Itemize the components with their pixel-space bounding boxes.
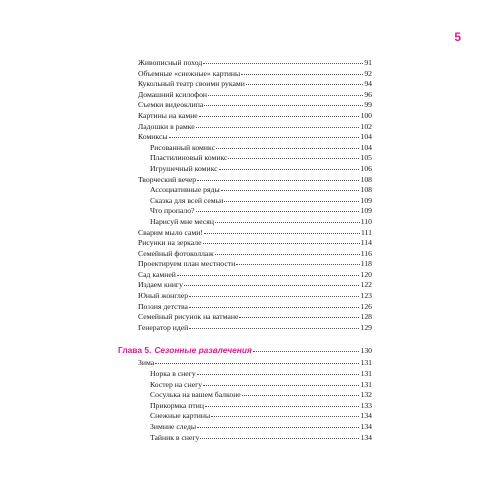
toc-leader [189,296,359,297]
toc-leader [189,328,359,329]
toc-entry-page: 108 [360,185,372,195]
toc-leader [204,233,360,234]
toc-leader [215,254,360,255]
toc-leader [196,127,360,128]
toc-leader [241,74,363,75]
toc-leader [196,211,360,212]
toc-entry[interactable] [118,323,372,334]
toc-leader [197,180,359,181]
toc-entry[interactable] [118,79,372,90]
toc-entry[interactable] [118,358,372,369]
toc-entry-title: Нарисуй мне месяц [150,216,214,226]
toc-leader [224,201,359,202]
toc-entry-page: 134 [360,422,372,431]
toc-entry-title: Поэзия детства [138,301,188,311]
toc-entry-page: 134 [360,411,372,421]
toc-leader [155,363,359,364]
toc-entry[interactable] [118,259,372,270]
toc-leader [236,264,360,265]
toc-entry-title: Что пропало? [150,206,195,216]
toc-leader [211,416,359,417]
toc-entry-title: Снежные картины [150,411,211,421]
toc-entry-title: Зимние следы [150,422,197,431]
toc-entry[interactable] [118,206,372,217]
toc-entry[interactable] [118,401,372,412]
toc-entry-title: Живописный поход [138,58,203,67]
toc-entry-page: 134 [360,432,372,442]
toc-leader [253,351,360,352]
toc-entry-page: 122 [360,280,372,290]
toc-entry-page: 99 [364,100,372,110]
toc-leader [200,438,359,439]
toc-entry[interactable] [118,69,372,80]
toc-entry-title: Костер на снегу [150,379,203,389]
toc-entry[interactable] [118,249,372,260]
toc-entry[interactable] [118,422,372,433]
page-number: 5 [454,30,461,44]
toc-entry[interactable] [118,302,372,313]
toc-entry-title: Зима [138,358,155,368]
toc-entry-page: 123 [360,291,372,301]
toc-entry-title: Прикормка птиц [150,400,204,410]
toc-entry-title: Пластилиновый комикс [150,153,228,163]
toc-entry[interactable] [118,132,372,143]
toc-entry[interactable] [118,217,372,228]
toc-entry-page: 128 [360,312,372,322]
toc-entry-page: 105 [360,153,372,163]
toc-entry-title: Комиксы [138,132,168,142]
toc-leader [197,427,359,428]
toc-entry-title: Творческий вечер [138,174,197,184]
table-of-contents [118,58,372,443]
toc-entry[interactable] [118,164,372,175]
toc-leader [203,243,360,244]
toc-leader [203,385,359,386]
toc-leader [221,190,360,191]
toc-entry[interactable] [118,111,372,122]
toc-entry-page: 96 [364,89,372,99]
toc-entry-title: Съемки видеоклипа [138,100,204,110]
toc-entry[interactable] [118,185,372,196]
toc-entry[interactable] [118,122,372,133]
toc-leader [242,395,360,396]
toc-entry-page: 114 [360,238,372,248]
toc-entry-title: Игрушечный комикс [150,163,218,173]
toc-entry-title: Объемные «снежные» картины [138,68,241,78]
toc-entry-title: Норка в снегу [150,369,196,379]
toc-entry-page: 111 [361,227,372,237]
toc-entry-title: Ладошки в рамке [138,121,195,131]
chapter-page: 130 [360,346,372,356]
toc-entry-title: Рисованный комикс [150,142,215,152]
toc-entry-page: 100 [360,110,372,120]
chapter-label: Глава 5. [118,345,152,356]
toc-entry-page: 109 [360,206,372,216]
toc-entry[interactable] [118,100,372,111]
toc-entry-title: Домашний ксилофон [138,89,208,99]
toc-entry-title: Картины на камне [138,110,198,120]
toc-entry-page: 133 [360,400,372,410]
toc-entry-title: Сказка для всей семьи [150,195,224,205]
toc-entry-page: 102 [360,121,372,131]
toc-entry-page: 131 [360,379,372,389]
toc-entry-page: 106 [360,163,372,173]
toc-entry-page: 126 [360,301,372,311]
toc-leader [215,222,360,223]
toc-leader [219,169,360,170]
toc-entry-page: 131 [360,358,372,368]
toc-leader [184,285,360,286]
toc-entry-page: 104 [360,132,372,142]
toc-entry-title: Сварим мыло сами! [138,227,203,237]
toc-entry[interactable] [118,228,372,239]
chapter-title: Сезонные развлечения [154,345,252,356]
toc-entry-title: Семейный фотоколлаж [138,248,214,258]
toc-entry[interactable] [118,143,372,154]
toc-entry[interactable] [118,90,372,101]
toc-entry-title: Рисунки на зеркале [138,238,202,248]
toc-entry[interactable] [118,312,372,323]
toc-entry-page: 129 [360,322,372,332]
toc-leader [205,406,360,407]
toc-leader [208,95,363,96]
toc-entry[interactable] [118,390,372,401]
toc-leader [228,158,359,159]
toc-leader [189,307,360,308]
toc-leader [177,275,360,276]
toc-entry-page: 94 [364,79,372,89]
toc-entry[interactable] [118,291,372,302]
toc-leader [199,116,360,117]
toc-entry-page: 131 [360,369,372,379]
chapter-heading[interactable] [118,345,372,356]
toc-entry-page: 92 [364,68,372,78]
toc-section-after [118,358,372,443]
toc-leader [169,137,360,138]
toc-entry-title: Семейный рисунок на ватмане [138,312,239,322]
toc-entry-title: Ассоциативные ряды [150,185,220,195]
toc-entry-title: Генератор идей [138,322,189,332]
toc-entry-page: 116 [360,248,372,258]
toc-entry[interactable] [118,433,372,444]
toc-entry-title: Сосулька на вашем балконе [150,390,241,400]
toc-leader [246,84,363,85]
toc-entry[interactable] [118,196,372,207]
toc-entry[interactable] [118,175,372,186]
toc-entry-page: 104 [360,142,372,152]
toc-entry-page: 110 [360,216,372,226]
toc-entry[interactable] [118,380,372,391]
toc-entry-page: 91 [364,58,372,67]
toc-entry[interactable] [118,270,372,281]
toc-entry-page: 109 [360,195,372,205]
toc-entry[interactable] [118,58,372,69]
toc-entry-title: Сад камней [138,269,176,279]
toc-entry[interactable] [118,411,372,422]
toc-entry[interactable] [118,153,372,164]
toc-leader [216,148,359,149]
toc-entry-page: 118 [360,259,372,269]
toc-entry-title: Тайник в снегу [150,432,200,442]
toc-leader [204,105,363,106]
toc-entry[interactable] [118,369,372,380]
toc-entry-title: Кукольный театр своими руками [138,79,245,89]
toc-leader [197,374,360,375]
toc-entry-title: Проектируем план местности [138,259,236,269]
toc-entry-title: Издаем книгу [138,280,183,290]
toc-entry-page: 108 [360,174,372,184]
toc-leader [203,63,363,64]
toc-entry[interactable] [118,280,372,291]
toc-entry-page: 132 [360,390,372,400]
toc-entry-page: 120 [360,269,372,279]
toc-entry-title: Юный жонглер [138,291,189,301]
toc-section-before [118,58,372,333]
toc-leader [239,317,359,318]
toc-entry[interactable] [118,238,372,249]
